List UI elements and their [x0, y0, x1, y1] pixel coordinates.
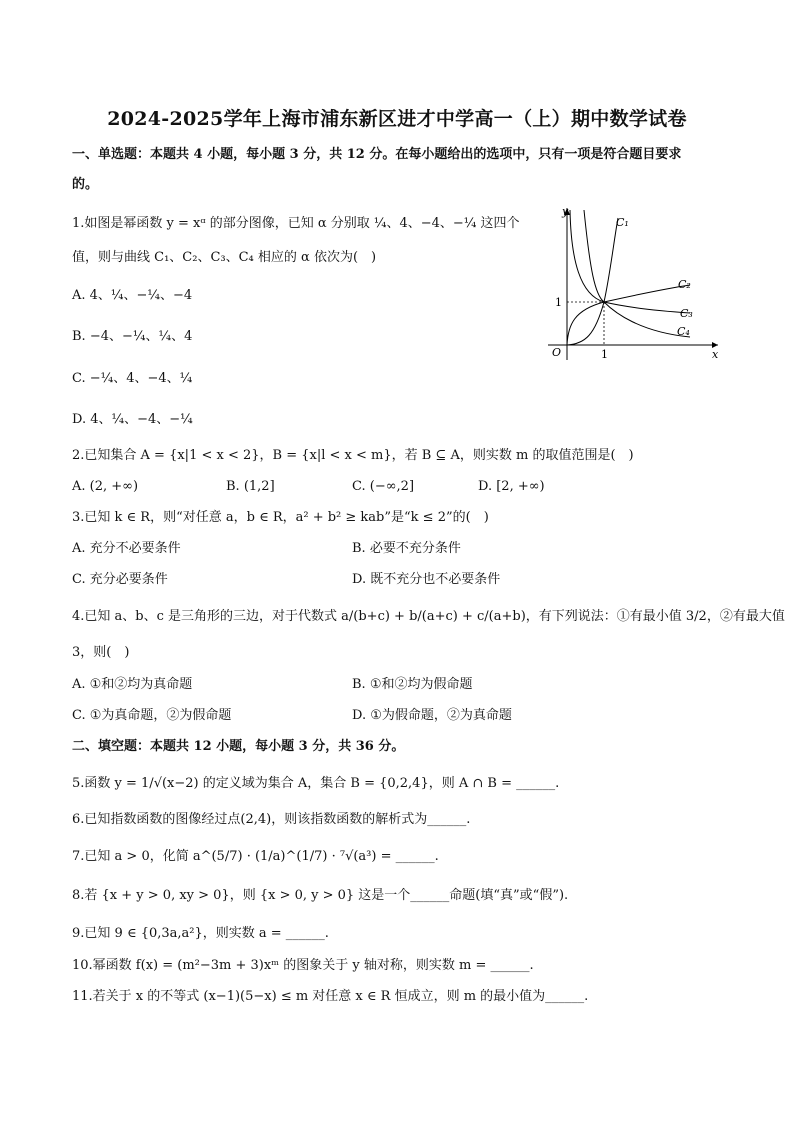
question-4-stem-cont: 3，则( ): [72, 645, 130, 660]
question-4-option-d: D. ①为假命题，②为真命题: [352, 708, 512, 723]
section2-header: 二、填空题：本题共 12 小题，每小题 3 分，共 36 分。: [72, 739, 405, 754]
question-3-option-d: D. 既不充分也不必要条件: [352, 572, 501, 587]
question-1-option-c: C. −¼、4、−4、¼: [72, 371, 193, 386]
question-4-option-b: B. ①和②均为假命题: [352, 677, 473, 692]
curve-c4-label: C₄: [677, 325, 690, 338]
question-1-stem-cont: 值，则与曲线 C₁、C₂、C₃、C₄ 相应的 α 依次为( ): [72, 250, 377, 265]
power-function-graph: [540, 200, 730, 365]
page-title: 2024-2025学年上海市浦东新区进才中学高一（上）期中数学试卷: [107, 108, 687, 130]
curve-c2: [567, 285, 690, 345]
y-axis-label: y: [562, 205, 569, 218]
question-3-stem: 3.已知 k ∈ R，则“对任意 a，b ∈ R，a² + b² ≥ kab”是“k ≤ 2”的( ): [72, 510, 489, 525]
question-2-option-c: C. (−∞,2]: [352, 479, 415, 494]
x-tick-1: 1: [601, 348, 608, 361]
section1-header: 一、单选题：本题共 4 小题，每小题 3 分，共 12 分。在每小题给出的选项中，只有一项是符合题目要求: [72, 147, 682, 162]
question-2-option-a: A. (2, +∞): [72, 479, 139, 494]
question-2-option-d: D. [2, +∞): [478, 479, 545, 494]
question-3-option-c: C. 充分必要条件: [72, 572, 168, 587]
question-4-option-c: C. ①为真命题，②为假命题: [72, 708, 232, 723]
question-4-option-a: A. ①和②均为真命题: [72, 677, 193, 692]
question-6: 6.已知指数函数的图像经过点(2,4)，则该指数函数的解析式为______.: [72, 812, 471, 827]
question-2-option-b: B. (1,2]: [226, 479, 275, 494]
curve-c1: [567, 218, 618, 345]
question-1-option-a: A. 4、¼、−¼、−4: [72, 288, 193, 303]
question-11: 11.若关于 x 的不等式 (x−1)(5−x) ≤ m 对任意 x ∈ R 恒成立，则 m 的最小值为______.: [72, 989, 589, 1004]
y-tick-1: 1: [555, 296, 562, 309]
question-7: 7.已知 a > 0，化简 a^(5/7) · (1/a)^(1/7) · ⁷√(a³) = ______.: [72, 849, 439, 864]
question-4-stem: 4.已知 a、b、c 是三角形的三边，对于代数式 a/(b+c) + b/(a+c) + c/(a+b)，有下列说法：①有最小值 3/2，②有最大值: [72, 609, 785, 624]
question-3-option-a: A. 充分不必要条件: [72, 541, 181, 556]
x-axis-label: x: [712, 348, 719, 361]
curve-c2-label: C₂: [678, 278, 691, 291]
curve-c3-label: C₃: [680, 307, 693, 320]
question-10: 10.幂函数 f(x) = (m²−3m + 3)xᵐ 的图象关于 y 轴对称，则实数 m = ______.: [72, 958, 534, 973]
curve-c1-label: C₁: [616, 216, 629, 229]
question-1-option-b: B. −4、−¼、¼、4: [72, 329, 193, 344]
section1-header-cont: 的。: [72, 177, 99, 192]
curve-c3: [570, 210, 690, 313]
question-2-stem: 2.已知集合 A = {x|1 < x < 2}，B = {x|l < x < m}，若 B ⊆ A，则实数 m 的取值范围是( ): [72, 448, 634, 463]
question-8: 8.若 {x + y > 0, xy > 0}，则 {x > 0, y > 0} 这是一个______命题(填“真”或“假”).: [72, 888, 569, 903]
origin-label: O: [552, 346, 562, 359]
question-9: 9.已知 9 ∈ {0,3a,a²}，则实数 a = ______.: [72, 926, 329, 941]
question-1-option-d: D. 4、¼、−4、−¼: [72, 412, 193, 427]
question-1-stem: 1.如图是幂函数 y = xᵅ 的部分图像，已知 α 分别取 ¼、4、−4、−¼ 这四个: [72, 216, 520, 231]
curve-c4: [584, 210, 690, 337]
question-3-option-b: B. 必要不充分条件: [352, 541, 461, 556]
question-5: 5.函数 y = 1/√(x−2) 的定义域为集合 A，集合 B = {0,2,4}，则 A ∩ B = ______.: [72, 776, 560, 791]
